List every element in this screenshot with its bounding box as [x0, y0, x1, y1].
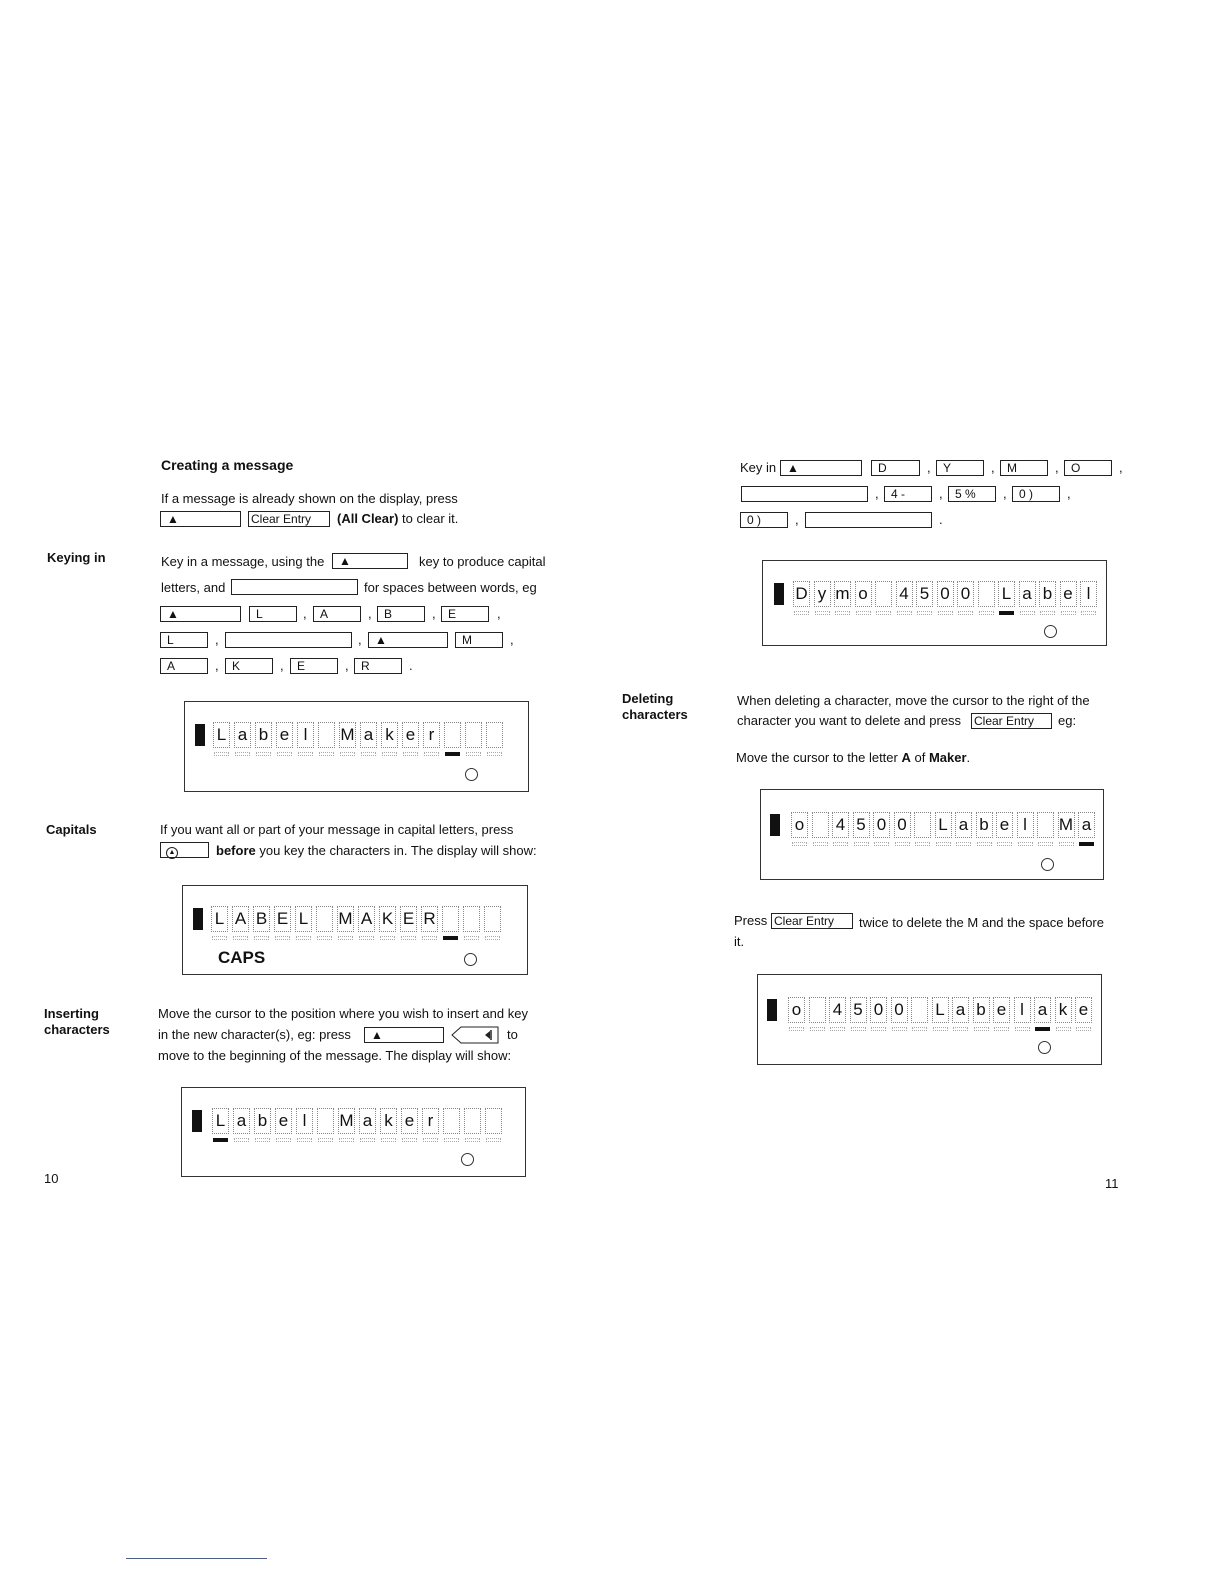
lcd-underline — [233, 936, 248, 940]
lcd-char-cell: a — [1019, 581, 1036, 607]
lcd-char-cell: o — [788, 997, 805, 1023]
keying-line1-end: key to produce capital — [419, 554, 546, 569]
lcd-char-cell: e — [1060, 581, 1077, 607]
side-label-inserting: Inserting — [44, 1006, 99, 1021]
lcd-underline — [1061, 611, 1076, 615]
lcd-underline — [979, 611, 994, 615]
lcd-underline — [830, 1027, 845, 1031]
keyin-label: Key in — [740, 460, 777, 475]
lcd-char-cell: 0 — [894, 812, 911, 838]
letter-key: A — [313, 606, 361, 622]
lcd-char-cell — [443, 1108, 460, 1134]
lcd-char-cell: l — [1080, 581, 1097, 607]
lcd-char-cell — [809, 997, 826, 1023]
lcd-char-cell: 0 — [891, 997, 908, 1023]
lcd-char-cell: 4 — [829, 997, 846, 1023]
side-label-characters: characters — [622, 707, 688, 722]
lcd-underline — [1081, 611, 1096, 615]
display-block-marker — [767, 999, 777, 1021]
lcd-underline — [815, 611, 830, 615]
deleting-line3-d: . — [966, 750, 971, 765]
shift-key: ▲ — [368, 632, 448, 648]
lcd-underline — [256, 752, 271, 756]
indicator-circle-icon — [465, 768, 478, 781]
lcd-underline — [465, 1138, 480, 1142]
lcd-underline — [851, 1027, 866, 1031]
lcd-char-cell: e — [993, 997, 1010, 1023]
inserting-line3: move to the beginning of the message. The display will show: — [158, 1048, 512, 1063]
lcd-char-cell: M — [338, 1108, 355, 1134]
lcd-char-cell: K — [379, 906, 396, 932]
lcd-underline — [994, 1027, 1009, 1031]
lcd-char-cell: E — [400, 906, 417, 932]
keying-line2: letters, and — [161, 580, 226, 595]
lcd-char-cell — [442, 906, 459, 932]
lcd-underline — [317, 936, 332, 940]
lcd-underline — [360, 1138, 375, 1142]
letter-key: K — [225, 658, 273, 674]
deleting-line2-end: eg: — [1058, 713, 1077, 728]
lcd-char-cell: L — [295, 906, 312, 932]
lcd-char-cell: l — [296, 1108, 313, 1134]
lcd-char-cell: y — [814, 581, 831, 607]
all-clear-label: (All Clear) — [337, 511, 399, 526]
inserting-line2: in the new character(s), eg: press — [158, 1027, 351, 1042]
lcd-char-cell: e — [402, 722, 419, 748]
lcd-underline — [422, 936, 437, 940]
lcd-underline — [856, 611, 871, 615]
lcd-cursor — [213, 1138, 228, 1142]
lcd-char-cell: L — [213, 722, 230, 748]
lcd-char-cell: a — [955, 812, 972, 838]
lcd-underline — [298, 752, 313, 756]
lcd-underline — [794, 611, 809, 615]
side-label-deleting: Deleting — [622, 691, 674, 706]
letter-key: Y — [936, 460, 984, 476]
lcd-char-cell: a — [1078, 812, 1095, 838]
clear-entry-key: Clear Entry — [771, 913, 853, 929]
space-key — [805, 512, 932, 528]
lcd-char-cell: r — [423, 722, 440, 748]
lcd-char-cell — [978, 581, 995, 607]
lcd-underline — [254, 936, 269, 940]
lcd-char-cell: e — [1075, 997, 1092, 1023]
lcd-display — [181, 1087, 526, 1177]
lcd-underline — [276, 1138, 291, 1142]
lcd-char-cell: r — [422, 1108, 439, 1134]
display-block-marker — [193, 908, 203, 930]
shift-key: ▲ — [780, 460, 862, 476]
number-key: 5 % — [948, 486, 996, 502]
lcd-char-cell: m — [834, 581, 851, 607]
lcd-char-cell: b — [973, 997, 990, 1023]
lcd-underline — [871, 1027, 886, 1031]
lcd-underline — [464, 936, 479, 940]
lcd-char-cell: L — [998, 581, 1015, 607]
deleting-line3-a: Move the cursor to the letter — [736, 750, 902, 765]
lcd-underline — [444, 1138, 459, 1142]
lcd-char-cell — [317, 1108, 334, 1134]
display-block-marker — [770, 814, 780, 836]
letter-key: E — [441, 606, 489, 622]
lcd-underline — [361, 752, 376, 756]
inserting-line2-end: to — [507, 1027, 518, 1042]
lcd-underline — [915, 842, 930, 846]
lcd-underline — [318, 1138, 333, 1142]
lcd-underline — [234, 1138, 249, 1142]
display-block-marker — [774, 583, 784, 605]
lcd-cursor — [445, 752, 460, 756]
lcd-char-cell: b — [254, 1108, 271, 1134]
space-key — [741, 486, 868, 502]
lcd-underline — [297, 1138, 312, 1142]
letter-key: R — [354, 658, 402, 674]
lcd-char-cell: b — [255, 722, 272, 748]
lcd-char-cell: M — [339, 722, 356, 748]
lcd-char-cell: B — [253, 906, 270, 932]
lcd-char-cell: l — [297, 722, 314, 748]
caps-lock-key — [160, 842, 209, 858]
lcd-underline — [359, 936, 374, 940]
lcd-underline — [382, 752, 397, 756]
lcd-display — [762, 560, 1107, 646]
lcd-underline — [810, 1027, 825, 1031]
intro-text: If a message is already shown on the display, press — [161, 491, 458, 506]
press-line1-end: twice to delete the M and the space before — [859, 915, 1104, 930]
deleting-line3-b2: Maker — [928, 750, 967, 765]
inserting-line1: Move the cursor to the position where you wish to insert and key — [158, 1006, 528, 1021]
lcd-underline — [1059, 842, 1074, 846]
keying-line2-end: for spaces between words, eg — [364, 580, 537, 595]
lcd-char-cell: L — [211, 906, 228, 932]
lcd-underline — [789, 1027, 804, 1031]
display-block-marker — [192, 1110, 202, 1132]
side-label-keying-in: Keying in — [47, 550, 106, 565]
lcd-underline — [912, 1027, 927, 1031]
lcd-underline — [423, 1138, 438, 1142]
space-key — [231, 579, 358, 595]
press-line2: it. — [734, 934, 745, 949]
deleting-line1: When deleting a character, move the cursor to the right of the — [737, 693, 1090, 708]
letter-key: M — [1000, 460, 1048, 476]
lcd-char-cell: A — [358, 906, 375, 932]
side-label-capitals: Capitals — [46, 822, 97, 837]
lcd-char-cell: a — [359, 1108, 376, 1134]
lcd-underline — [958, 611, 973, 615]
lcd-underline — [296, 936, 311, 940]
lcd-underline — [338, 936, 353, 940]
lcd-underline — [277, 752, 292, 756]
display-block-marker — [195, 724, 205, 746]
lcd-char-cell — [318, 722, 335, 748]
lcd-char-cell: e — [401, 1108, 418, 1134]
lcd-char-cell: 5 — [853, 812, 870, 838]
before-label: before — [216, 843, 256, 858]
lcd-underline — [486, 1138, 501, 1142]
lcd-underline — [1018, 842, 1033, 846]
indicator-circle-icon — [1044, 625, 1057, 638]
lcd-char-cell: 0 — [873, 812, 890, 838]
lcd-char-cell: 5 — [850, 997, 867, 1023]
section-heading: Creating a message — [161, 457, 294, 473]
letter-key: D — [871, 460, 920, 476]
lcd-char-cell: M — [337, 906, 354, 932]
lcd-underline — [1020, 611, 1035, 615]
lcd-char-cell: a — [360, 722, 377, 748]
lcd-underline — [917, 611, 932, 615]
caps-lock-icon: ▲ — [166, 847, 178, 859]
letter-key: A — [160, 658, 208, 674]
lcd-char-cell — [465, 722, 482, 748]
keying-line1: Key in a message, using the — [161, 554, 325, 569]
deleting-line3-c: of — [910, 750, 929, 765]
lcd-char-cell: e — [276, 722, 293, 748]
intro-rest-text: to clear it. — [398, 511, 459, 526]
lcd-underline — [895, 842, 910, 846]
lcd-char-cell: L — [935, 812, 952, 838]
shift-key: ▲ — [364, 1027, 444, 1043]
lcd-underline — [833, 842, 848, 846]
deleting-line3-b1: A — [901, 750, 911, 765]
lcd-char-cell: e — [275, 1108, 292, 1134]
letter-key: L — [249, 606, 297, 622]
letter-key: M — [455, 632, 503, 648]
lcd-underline — [466, 752, 481, 756]
lcd-underline — [424, 752, 439, 756]
lcd-char-cell: k — [381, 722, 398, 748]
lcd-underline — [938, 611, 953, 615]
lcd-char-cell: M — [1058, 812, 1075, 838]
number-key: 0 ) — [740, 512, 788, 528]
lcd-char-cell — [911, 997, 928, 1023]
letter-key: E — [290, 658, 338, 674]
lcd-char-cell — [464, 1108, 481, 1134]
lcd-char-cell — [914, 812, 931, 838]
lcd-char-cell: a — [1034, 997, 1051, 1023]
lcd-underline — [813, 842, 828, 846]
lcd-char-cell: L — [932, 997, 949, 1023]
lcd-char-cell: 0 — [937, 581, 954, 607]
lcd-underline — [402, 1138, 417, 1142]
indicator-circle-icon — [1038, 1041, 1051, 1054]
lcd-underline — [1056, 1027, 1071, 1031]
lcd-underline — [255, 1138, 270, 1142]
lcd-underline — [487, 752, 502, 756]
lcd-underline — [953, 1027, 968, 1031]
shift-key: ▲ — [332, 553, 408, 569]
lcd-char-cell: k — [380, 1108, 397, 1134]
lcd-cursor — [1035, 1027, 1050, 1031]
lcd-underline — [792, 842, 807, 846]
lcd-underline — [319, 752, 334, 756]
cursor-left-icon — [451, 1026, 499, 1044]
lcd-char-cell: 4 — [896, 581, 913, 607]
caps-indicator: CAPS — [218, 948, 266, 967]
lcd-underline — [974, 1027, 989, 1031]
lcd-cursor — [1079, 842, 1094, 846]
lcd-underline — [876, 611, 891, 615]
shift-key: ▲ — [160, 606, 241, 622]
lcd-underline — [977, 842, 992, 846]
lcd-underline — [956, 842, 971, 846]
lcd-underline — [340, 752, 355, 756]
intro-rest — [337, 508, 458, 529]
lcd-display — [184, 701, 529, 792]
lcd-underline — [214, 752, 229, 756]
indicator-circle-icon — [461, 1153, 474, 1166]
lcd-char-cell: o — [791, 812, 808, 838]
capitals-line2 — [216, 840, 537, 861]
lcd-cursor — [999, 611, 1014, 615]
press-label: Press — [734, 913, 768, 928]
lcd-char-cell: a — [234, 722, 251, 748]
lcd-char-cell: b — [976, 812, 993, 838]
lcd-char-cell — [1037, 812, 1054, 838]
lcd-char-cell: A — [232, 906, 249, 932]
lcd-underline — [235, 752, 250, 756]
lcd-char-cell — [463, 906, 480, 932]
shift-key: ▲ — [160, 511, 241, 527]
number-key: 0 ) — [1012, 486, 1060, 502]
lcd-underline — [401, 936, 416, 940]
lcd-underline — [874, 842, 889, 846]
footer-rule — [126, 1558, 267, 1559]
clear-entry-key: Clear Entry — [971, 713, 1052, 729]
clear-entry-key: Clear Entry — [248, 511, 330, 527]
lcd-underline — [1076, 1027, 1091, 1031]
lcd-underline — [212, 936, 227, 940]
indicator-circle-icon — [1041, 858, 1054, 871]
lcd-underline — [854, 842, 869, 846]
lcd-char-cell: L — [212, 1108, 229, 1134]
lcd-underline — [485, 936, 500, 940]
lcd-char-cell — [484, 906, 501, 932]
number-key: 4 - — [884, 486, 932, 502]
lcd-underline — [380, 936, 395, 940]
lcd-char-cell: b — [1039, 581, 1056, 607]
lcd-char-cell: o — [855, 581, 872, 607]
lcd-underline — [1038, 842, 1053, 846]
lcd-char-cell — [316, 906, 333, 932]
page-number: 11 — [1105, 1176, 1119, 1191]
lcd-char-cell — [875, 581, 892, 607]
letter-key: B — [377, 606, 425, 622]
lcd-cursor — [443, 936, 458, 940]
lcd-char-cell: k — [1055, 997, 1072, 1023]
lcd-underline — [933, 1027, 948, 1031]
lcd-char-cell: R — [421, 906, 438, 932]
lcd-char-cell: l — [1017, 812, 1034, 838]
lcd-char-cell: 5 — [916, 581, 933, 607]
lcd-underline — [892, 1027, 907, 1031]
lcd-underline — [835, 611, 850, 615]
deleting-line2: character you want to delete and press — [737, 713, 962, 728]
lcd-char-cell — [812, 812, 829, 838]
lcd-char-cell: l — [1014, 997, 1031, 1023]
lcd-underline — [936, 842, 951, 846]
lcd-char-cell: 0 — [957, 581, 974, 607]
lcd-underline — [897, 611, 912, 615]
capitals-line1: If you want all or part of your message in capital letters, press — [160, 822, 514, 837]
lcd-underline — [403, 752, 418, 756]
deleting-line3 — [736, 747, 970, 768]
lcd-char-cell — [485, 1108, 502, 1134]
capitals-line2-rest: you key the characters in. The display will show: — [255, 843, 537, 858]
lcd-underline — [381, 1138, 396, 1142]
lcd-underline — [339, 1138, 354, 1142]
lcd-char-cell: a — [952, 997, 969, 1023]
letter-key: O — [1064, 460, 1112, 476]
space-key — [225, 632, 352, 648]
lcd-underline — [997, 842, 1012, 846]
lcd-display-caps — [182, 885, 528, 975]
indicator-circle-icon — [464, 953, 477, 966]
page-number: 10 — [44, 1171, 59, 1186]
lcd-char-cell — [486, 722, 503, 748]
lcd-char-cell — [444, 722, 461, 748]
lcd-char-cell: a — [233, 1108, 250, 1134]
lcd-underline — [275, 936, 290, 940]
lcd-char-cell: 0 — [870, 997, 887, 1023]
lcd-display — [757, 974, 1102, 1065]
lcd-display — [760, 789, 1104, 880]
lcd-underline — [1015, 1027, 1030, 1031]
lcd-char-cell: e — [996, 812, 1013, 838]
lcd-char-cell: D — [793, 581, 810, 607]
side-label-characters: characters — [44, 1022, 110, 1037]
lcd-underline — [1040, 611, 1055, 615]
lcd-char-cell: E — [274, 906, 291, 932]
lcd-char-cell: 4 — [832, 812, 849, 838]
letter-key: L — [160, 632, 208, 648]
